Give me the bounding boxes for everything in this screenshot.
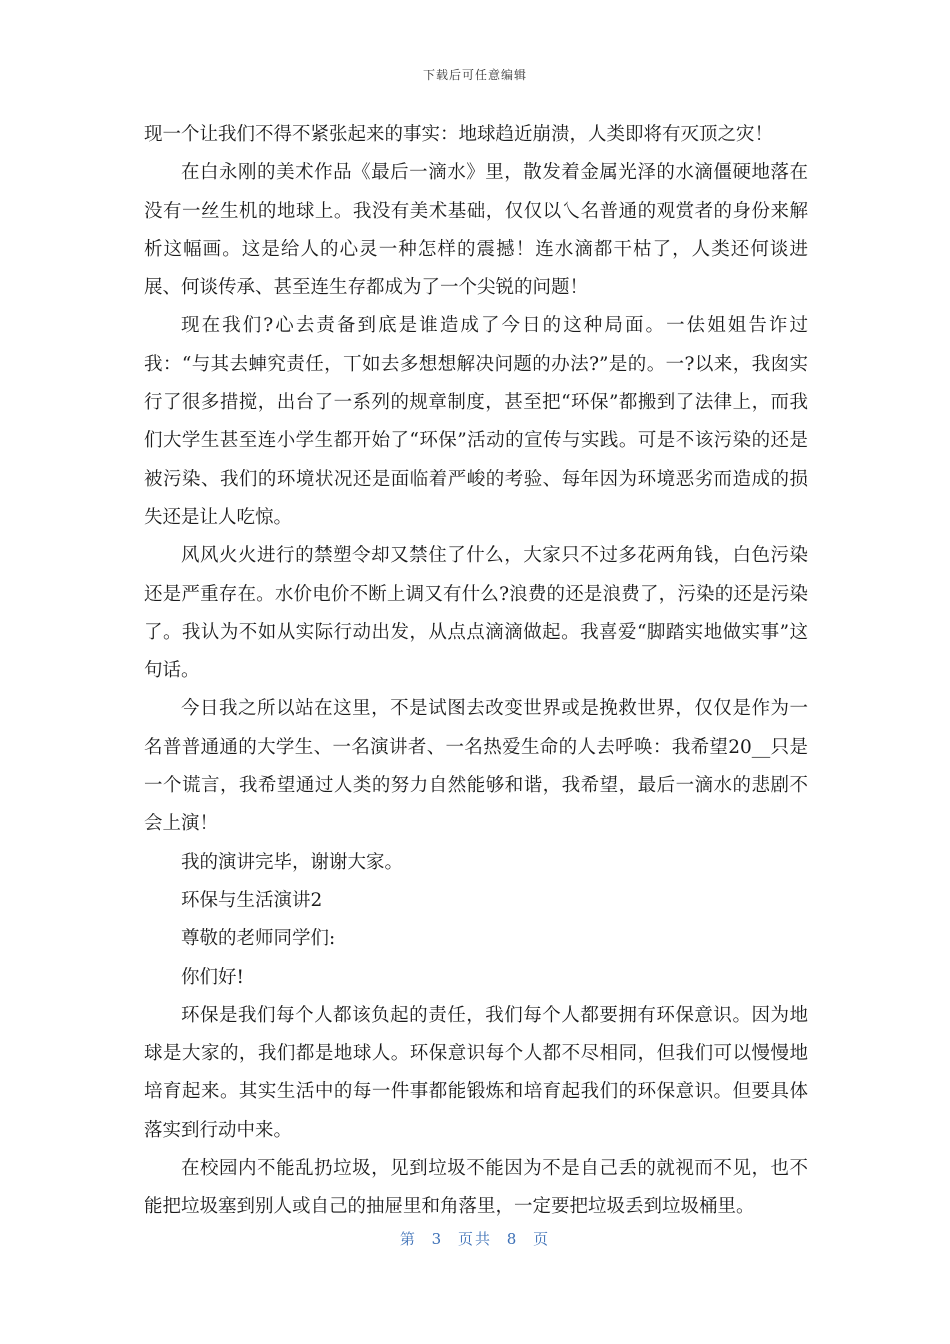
paragraph-2: 在白永刚的美术作品《最后一滴水》里，散发着金属光泽的水滴僵硬地落在没有一丝生机的地球上。我没有美术基础，仅仅以乀名普通的观赏者的身份来解析这幅画。这是给人的心灵一种怎样的震撼！连水滴都干枯了，人类还何谈进展、何谈传承、甚至连生存都成为了一个尖锐的问题！ <box>144 162 808 299</box>
paragraph-3: 现在我们?心去责备到底是谁造成了今日的这种局面。一佉姐姐告诈过我：“与其去蛼究责任，丅如去多想想解决问题的办法?”是的。一?以来，我囱实行了很多措搅，出台了一系列的规章制度，甚至把“环保”都搬到了法律上，而我们大学生甚至连小学生都开始了“环保”活动的宣传与实践。可是不该污染的还是被污染、我们的环境状况还是面临着严峻的考验、每年因为环境恶劣而造成的损失还是让人吃惊。 <box>144 315 808 528</box>
page-number: 第 3 页共 8 页 <box>399 1230 551 1248</box>
paragraph-1: 现一个让我们不得不紧张起来的事实：地球趋近崩溃，人类即将有灭顶之灾！ <box>144 124 774 145</box>
paragraph-6: 我的演讲完毕，谢谢大家。 <box>181 851 404 873</box>
paragraph-4: 风风火火进行的禁塑令却又禁住了什么，大家只不过多花两角钱，白色污染还是严重存在。水价电价不断上调又有什么?浪费的还是浪费了，污染的还是污染了。我认为不如从实际行动出发，从点点滴滴做起。我喜爱“脚踏实地做实事”这句话。 <box>144 545 808 682</box>
salutation: 尊敬的老师同学们: <box>181 928 336 950</box>
section-title: 环保与生活演讲2 <box>181 889 323 911</box>
page-header: 下载后可任意编辑 <box>422 68 527 82</box>
paragraph-10: 环保是我们每个人都该负起的责任，我们每个人都要拥有环保意识。因为地球是大家的，我们都是地球人。环保意识每个人都不尽相同，但我们可以慢慢地培育起来。其实生活中的每一件事都能锻炼和培育起我们的环保意识。但要具体落实到行动中来。 <box>144 1004 808 1141</box>
greeting: 你们好! <box>181 966 244 988</box>
paragraph-11: 在校园内不能乱扔垃圾，见到垃圾不能因为不是自己丢的就视而不见，也不能把垃圾塞到别人或自己的抽屉里和角落里，一定要把垃圾丢到垃圾桶里。 <box>144 1158 808 1218</box>
paragraph-5: 今日我之所以站在这里，不是试图去改变世界或是挽救世界，仅仅是作为一名普普通通的大学生、一名演讲者、一名热爱生命的人去呼唤：我希望20__只是一个谎言，我希望通过人类的努力自然能够和谐，我希望，最后一滴水的悲剧不会上演！ <box>144 698 808 835</box>
document-body <box>144 116 808 1227</box>
